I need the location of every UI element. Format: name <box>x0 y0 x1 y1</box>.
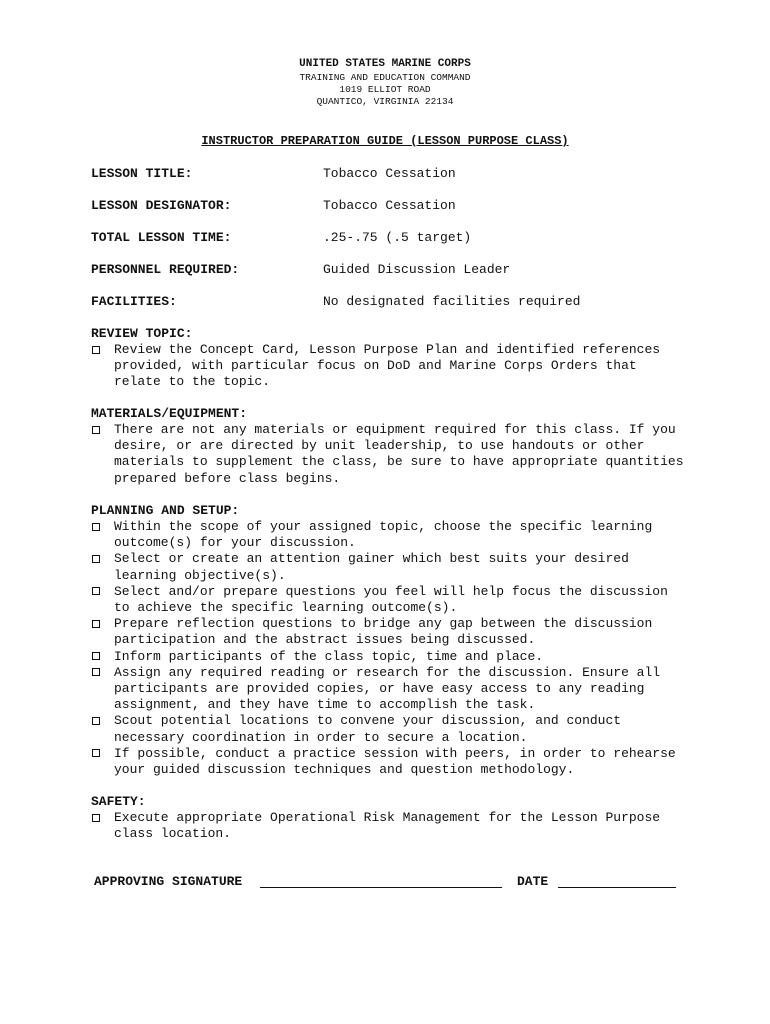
checklist-item-text: Inform participants of the class topic, time and place. <box>114 648 544 664</box>
section-safety <box>91 794 691 842</box>
checklist-item-text: Select or create an attention gainer which best suits your desired learning objective(s). <box>114 551 629 583</box>
checklist-item-text: If possible, conduct a practice session with peers, in order to rehearse your guided discussion techniques and question methodology. <box>114 745 676 778</box>
checkbox-icon[interactable] <box>92 749 100 757</box>
field-value: No designated facilities required <box>323 294 581 309</box>
checklist-item <box>91 746 691 778</box>
field-label: PERSONNEL REQUIRED: <box>91 262 240 277</box>
section-heading: SAFETY: <box>91 794 146 809</box>
date-line[interactable] <box>558 887 676 888</box>
checkbox-icon[interactable] <box>92 523 100 531</box>
field-value: Tobacco Cessation <box>323 198 456 213</box>
field-label: FACILITIES: <box>91 294 177 309</box>
checkbox-icon[interactable] <box>92 668 100 676</box>
field-personnel-required <box>91 262 691 280</box>
checklist-item <box>91 584 691 616</box>
org-command: TRAINING AND EDUCATION COMMAND <box>299 72 471 83</box>
checklist-item <box>91 342 691 391</box>
checklist-item <box>91 649 691 665</box>
guide-title <box>0 134 770 148</box>
checkbox-icon[interactable] <box>92 814 100 822</box>
checklist-item-text: Assign any required reading or research for the discussion. Ensure all participants are provided copies, or have easy access to any reading assignment, and they have time to accomplish the task. <box>114 664 661 713</box>
approving-signature-line[interactable] <box>260 887 502 888</box>
org-city: QUANTICO, VIRGINIA 22134 <box>316 96 454 107</box>
org-street: 1019 ELLIOT ROAD <box>339 84 431 95</box>
checklist-item <box>91 810 691 842</box>
field-value: Guided Discussion Leader <box>323 262 511 277</box>
checkbox-icon[interactable] <box>92 717 100 725</box>
section-heading: REVIEW TOPIC: <box>91 326 193 341</box>
approving-signature-label: APPROVING SIGNATURE <box>94 874 243 889</box>
checklist-item <box>91 713 691 745</box>
checklist-item <box>91 422 691 487</box>
section-planning-setup <box>91 503 691 778</box>
section-heading: PLANNING AND SETUP: <box>91 503 240 518</box>
checklist-item <box>91 519 691 551</box>
date-label: DATE <box>517 874 549 889</box>
checklist-item-text: Within the scope of your assigned topic, choose the specific learning outcome(s) for your discussion. <box>114 519 653 551</box>
field-total-lesson-time <box>91 230 691 248</box>
checklist-item-text: Scout potential locations to convene your discussion, and conduct necessary coordination in order to secure a location. <box>114 713 622 745</box>
field-lesson-title <box>91 166 691 184</box>
checklist-item-text: Review the Concept Card, Lesson Purpose Plan and identified references provided, with particular focus on DoD and Marine Corps Orders that relate to the topic. <box>114 342 661 390</box>
org-title: UNITED STATES MARINE CORPS <box>299 58 471 70</box>
checklist-item-text: There are not any materials or equipment required for this class. If you desire, or are directed by unit leadership, to use handouts or other materials to supplement the class, be sure to have appropriate quantities prepared before class begins. <box>114 422 684 486</box>
signature-block <box>94 874 684 894</box>
checkbox-icon[interactable] <box>92 620 100 628</box>
guide-title-text: INSTRUCTOR PREPARATION GUIDE (LESSON PURPOSE CLASS) <box>201 134 569 148</box>
field-lesson-designator <box>91 198 691 216</box>
checkbox-icon[interactable] <box>92 426 100 434</box>
field-label: TOTAL LESSON TIME: <box>91 230 232 245</box>
checklist-item-text: Prepare reflection questions to bridge any gap between the discussion participation and the abstract issues being discussed. <box>114 616 653 648</box>
field-value: .25-.75 (.5 target) <box>323 230 472 245</box>
section-review-topic <box>91 326 691 391</box>
checklist-item-text: Execute appropriate Operational Risk Management for the Lesson Purpose class location. <box>114 810 661 842</box>
checkbox-icon[interactable] <box>92 587 100 595</box>
checklist-item <box>91 665 691 714</box>
checklist-item <box>91 551 691 583</box>
field-facilities <box>91 294 691 312</box>
field-label: LESSON TITLE: <box>91 166 193 181</box>
checkbox-icon[interactable] <box>92 555 100 563</box>
checkbox-icon[interactable] <box>92 346 100 354</box>
checklist-item <box>91 616 691 648</box>
section-heading: MATERIALS/EQUIPMENT: <box>91 406 248 421</box>
field-label: LESSON DESIGNATOR: <box>91 198 232 213</box>
checkbox-icon[interactable] <box>92 652 100 660</box>
section-materials-equipment <box>91 406 691 487</box>
checklist-item-text: Select and/or prepare questions you feel will help focus the discussion to achieve the specific learning outcome(s). <box>114 583 668 616</box>
field-value: Tobacco Cessation <box>323 166 456 181</box>
